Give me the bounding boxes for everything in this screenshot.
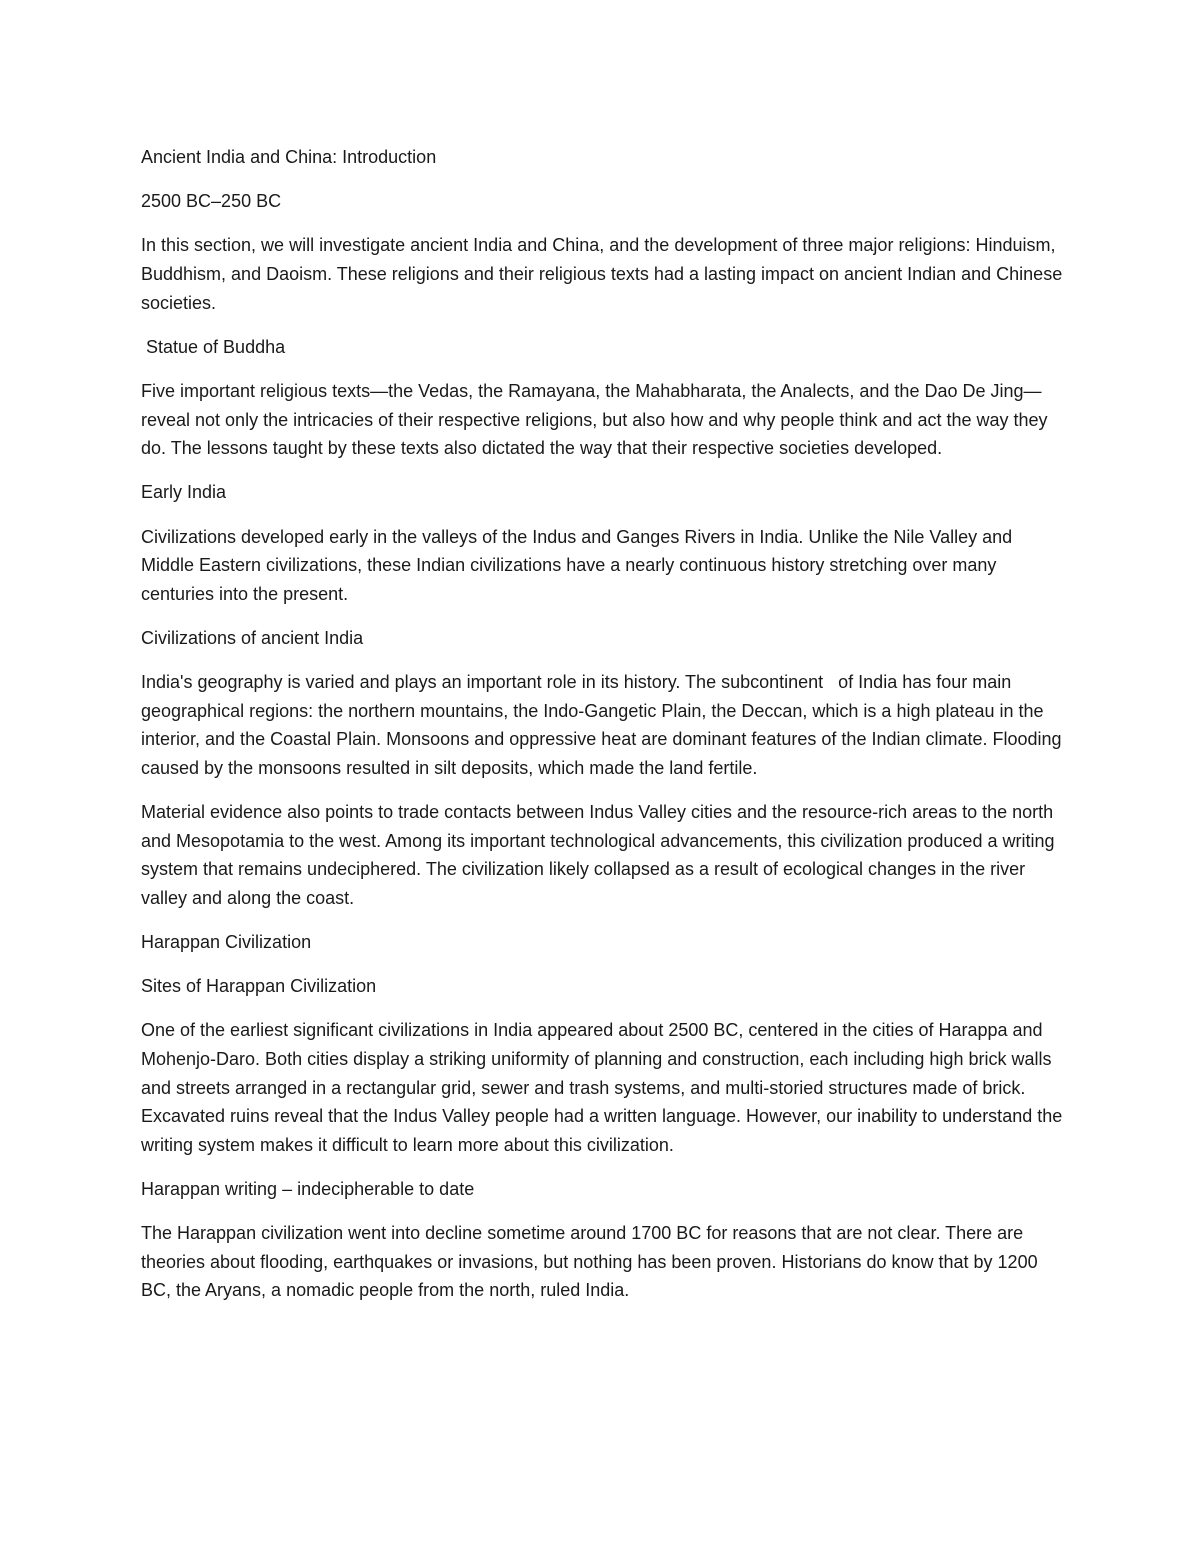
decline-paragraph: The Harappan civilization went into decline sometime around 1700 BC for reasons that are not clear. There are theories about flooding, earthquakes or invasions, but nothing has been proven. Historians do know that by 1200 BC, the Aryans, a nomadic people from the north, ruled India. [141,1223,1038,1301]
religious-texts-paragraph: Five important religious texts—the Vedas, the Ramayana, the Mahabharata, the Analects, and the Dao De Jing—reveal not only the intricacies of their respective religions, but also how and why people think and act the way they do. The lessons taught by these texts also dictated the way that their respective societies developed. [141,380,1048,459]
date-range: 2500 BC–250 BC [141,191,282,212]
heading-early-india: Early India [141,482,227,503]
document-body [141,143,1066,1321]
early-india-paragraph: Civilizations developed early in the valleys of the Indus and Ganges Rivers in India. Unlike the Nile Valley and Middle Eastern civilizations, these Indian civilizations have a nearly continuous history stretching over many centuries into the present. [141,526,1013,604]
trade-paragraph: Material evidence also points to trade contacts between Indus Valley cities and the resource-rich areas to the north and Mesopotamia to the west. Among its important technological advancements, this civilization produced a writing system that remains undeciphered. The civilization likely collapsed as a result of ecological changes in the river valley and along the coast. [141,802,1055,908]
intro-paragraph: In this section, we will investigate ancient India and China, and the development of three major religions: Hinduism, Buddhism, and Daoism. These religions and their religious texts had a lasting impact on ancient Indian and Chinese societies. [141,235,1063,313]
document-title: Ancient India and China: Introduction [141,147,437,167]
heading-civilizations-ancient-india: Civilizations of ancient India [141,627,364,648]
harappan-paragraph: One of the earliest significant civilizations in India appeared about 2500 BC, centered in the cities of Harappa and Mohenjo-Daro. Both cities display a striking uniformity of planning and construction, each including high brick walls and streets arranged in a rectangular grid, sewer and trash systems, and multi-storied structures made of brick. Excavated ruins reveal that the Indus Valley people had a written language. However, our inability to understand the writing system makes it difficult to learn more about this civilization. [141,1020,1063,1155]
heading-sites-harappan: Sites of Harappan Civilization [141,976,377,997]
image-caption-buddha: Statue of Buddha [141,336,286,357]
heading-harappan-civilization: Harappan Civilization [141,932,312,952]
heading-harappan-writing: Harappan writing – indecipherable to date [141,1178,475,1199]
geography-paragraph: India's geography is varied and plays an important role in its history. The subcontinent of India has four main geographical regions: the northern mountains, the Indo-Gangetic Plain, the Deccan, which is a high plateau in the interior, and the Coastal Plain. Monsoons and oppressive heat are dominant features of the Indian climate. Flooding caused by the monsoons resulted in silt deposits, which made the land fertile. [141,672,1067,778]
